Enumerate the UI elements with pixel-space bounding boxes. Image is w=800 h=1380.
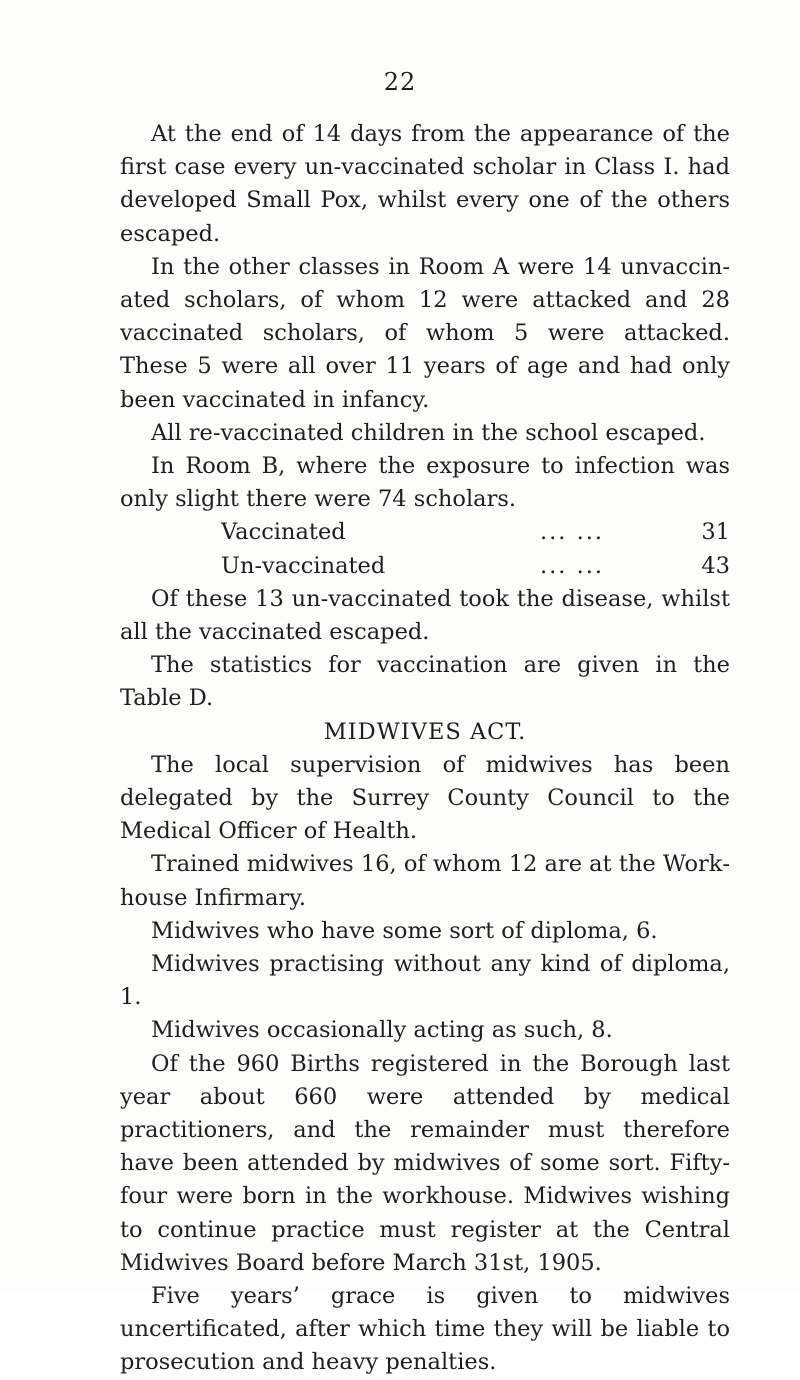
body-text <box>120 118 730 1380</box>
paragraph-statistics-table: The statistics for vaccination are given in the Table D. <box>120 652 730 712</box>
table-row-value: 43 <box>701 552 730 579</box>
paragraph-grace-period: Five years’ grace is given to midwives uncertificated, after which time they will be liable to prosecution and heavy penalties. <box>120 1283 730 1376</box>
paragraph-diploma-midwives: Midwives who have some sort of diploma, 6. <box>151 917 658 944</box>
vaccination-table <box>120 516 730 582</box>
table-row <box>120 550 730 583</box>
paragraph-occasional-midwives: Midwives occasionally acting as such, 8. <box>151 1017 613 1044</box>
paragraph-room-b: In Room B, where the exposure to infection was only slight there were 74 scholars. <box>120 453 730 513</box>
paragraph-local-supervision: The local supervision of midwives has been delegated by the Surrey County Council to the Medical Officer of Health. <box>120 751 730 845</box>
page-number: 22 <box>383 68 417 96</box>
paragraph-births-registered: Of the 960 Births registered in the Borough last year about 660 were attended by medical practitioners, and the remainder must therefore have been attended by midwives of some sort. Fifty-four were born in the workhouse. Midwives wishing to continue practice must register at the Central Midwives Board before March 31st, 1905. <box>120 1050 730 1276</box>
table-row <box>120 516 730 549</box>
paragraph-no-diploma-midwives: Midwives practising without any kind of diploma, 1. <box>120 951 730 1011</box>
paragraph-unvaccinated-disease: Of these 13 un-vaccinated took the disease, whilst all the vaccinated escaped. <box>120 585 730 646</box>
table-row-leader-dots: ... ... <box>540 519 605 546</box>
table-row-leader-dots: ... ... <box>540 552 605 579</box>
table-row-label: Vaccinated <box>221 519 346 546</box>
table-row-label: Un-vaccinated <box>221 552 386 579</box>
paragraph-room-a: In the other classes in Room A were 14 unvaccinated scholars, of whom 12 were attacked and 28 vaccinated scholars, of whom 5 were attacked. These 5 were all over 11 years of age and had only been vaccinated in infancy. <box>120 253 730 413</box>
paragraph-trained-midwives: Trained midwives 16, of whom 12 are at the Workhouse Infirmary. <box>120 851 730 911</box>
table-row-value: 31 <box>701 519 730 546</box>
paragraph-revaccinated: All re-vaccinated children in the school escaped. <box>151 419 706 446</box>
paragraph-smallpox-class: At the end of 14 days from the appearance of the first case every un-vaccinated scholar in Class I. had developed Small Pox, whilst every one of the others escaped. <box>120 121 730 247</box>
section-heading: MIDWIVES ACT. <box>323 718 527 745</box>
